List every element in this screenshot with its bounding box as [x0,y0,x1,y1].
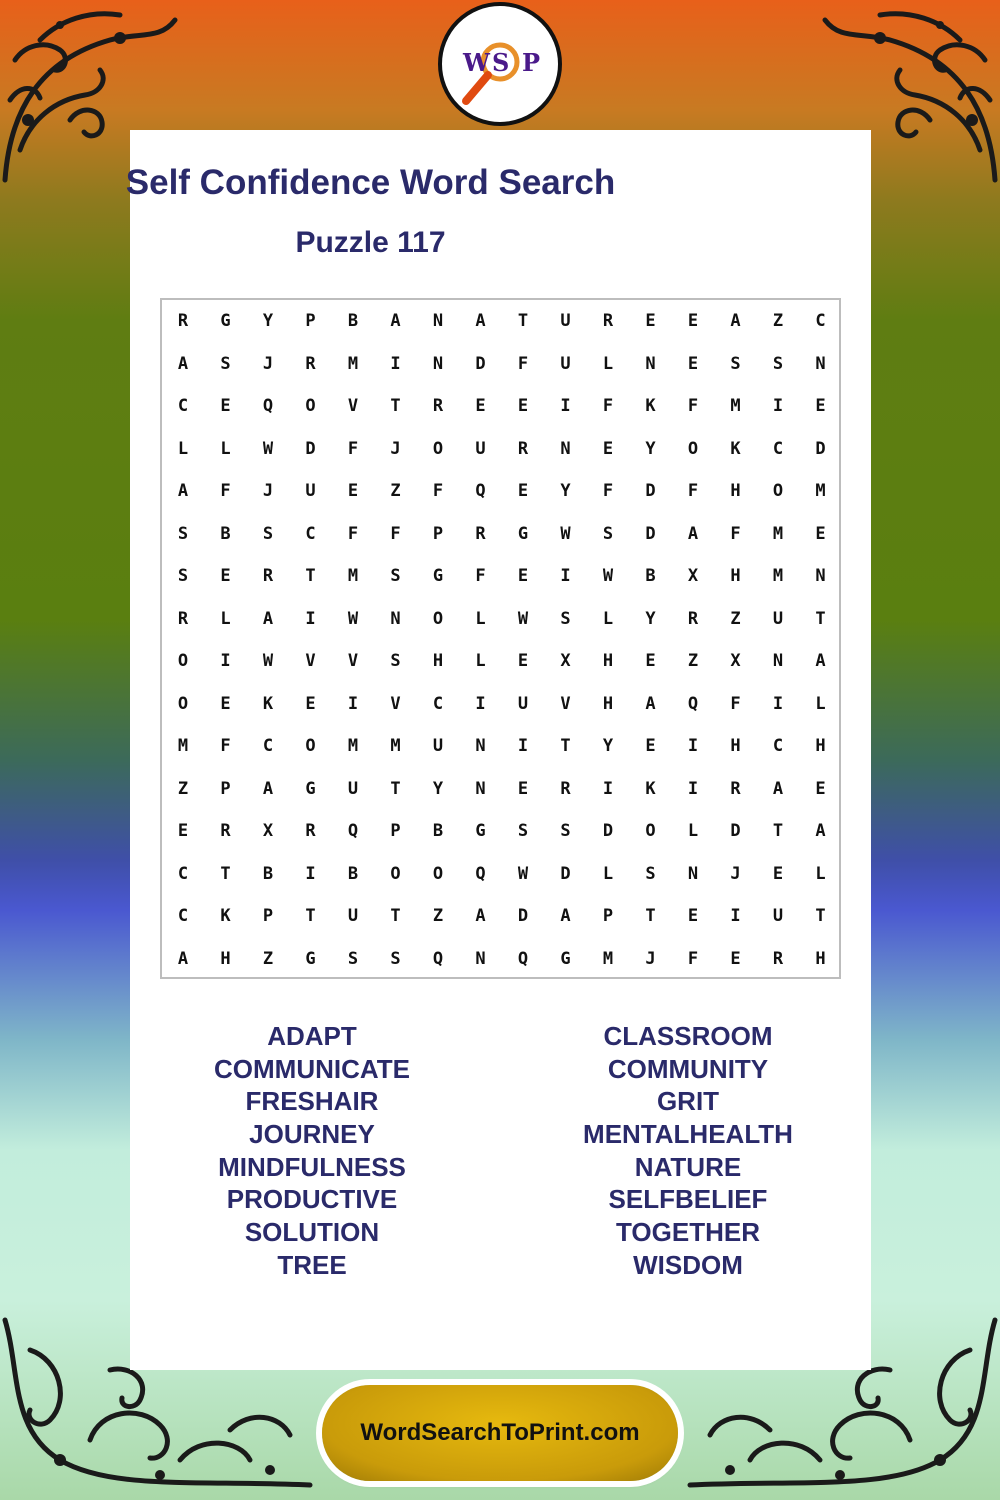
grid-cell[interactable]: M [602,948,614,969]
grid-cell[interactable]: T [390,906,401,926]
grid-cell[interactable]: R [772,948,784,969]
grid-cell[interactable]: O [432,438,444,459]
grid-cell[interactable]: N [815,353,826,374]
grid-cell[interactable]: J [645,948,656,969]
grid-cell[interactable]: M [390,736,401,756]
grid-cell[interactable]: D [517,906,529,926]
word-list-item: NATURE [634,1151,742,1182]
grid-cell[interactable]: B [347,311,359,331]
grid-cell[interactable]: N [432,353,444,374]
grid-cell[interactable]: E [517,566,529,586]
grid-cell[interactable]: N [772,651,784,671]
grid-cell[interactable]: T [305,566,316,586]
grid-cell[interactable]: E [645,736,656,756]
word-list-left [162,1020,462,1282]
grid-cell[interactable]: O [432,608,444,629]
grid-cell[interactable]: E [687,311,699,331]
puzzle-number: Puzzle 117 [295,226,446,259]
grid-cell[interactable]: O [645,821,656,841]
grid-cell[interactable]: U [347,906,359,926]
grid-cell[interactable]: E [730,948,741,969]
grid-cell[interactable]: K [645,778,656,799]
grid-cell[interactable]: T [390,778,401,799]
grid-cell[interactable]: E [517,651,529,671]
grid-cell[interactable]: L [687,821,699,841]
grid-cell[interactable]: I [560,566,571,586]
grid-cell[interactable]: L [602,863,614,884]
grid-cell[interactable]: B [347,863,359,884]
logo-letter-s: S [492,48,510,77]
grid-cell[interactable]: U [305,481,316,501]
grid-cell[interactable]: Q [475,863,486,884]
grid-cell[interactable]: A [177,948,189,969]
grid-cell[interactable]: T [390,396,401,416]
grid-cell[interactable]: O [432,863,444,884]
grid-cell[interactable]: A [262,778,274,799]
grid-cell[interactable]: G [305,948,316,969]
grid-cell[interactable]: V [560,693,571,714]
grid-cell[interactable]: P [432,523,444,544]
grid-cell[interactable]: J [262,353,274,374]
grid-cell[interactable]: F [220,736,231,756]
grid-cell[interactable]: A [815,821,826,841]
grid-cell[interactable]: E [645,311,656,331]
grid-cell[interactable]: Z [262,948,274,969]
grid-cell[interactable]: Z [177,778,189,799]
grid-cell[interactable]: F [390,523,401,544]
grid-cell[interactable]: G [220,311,231,331]
grid-cell[interactable]: Y [432,778,444,799]
grid-cell[interactable]: B [432,821,444,841]
grid-cell[interactable]: N [390,608,401,629]
grid-cell[interactable]: R [475,523,486,544]
word-list-item: WISDOM [633,1249,743,1280]
grid-cell[interactable]: V [390,693,401,714]
grid-cell[interactable]: E [645,651,656,671]
grid-cell[interactable]: Z [390,481,401,501]
grid-cell[interactable]: E [517,396,529,416]
grid-cell[interactable]: S [772,353,784,374]
grid-cell[interactable]: O [177,693,189,714]
letter-grid [160,298,841,979]
grid-cell[interactable]: S [730,353,741,374]
word-list-item: SOLUTION [244,1217,380,1248]
grid-cell[interactable]: E [687,906,699,926]
grid-cell[interactable]: A [390,311,401,331]
grid-cell[interactable]: Y [262,311,274,331]
grid-cell[interactable]: E [475,396,486,416]
grid-cell[interactable]: E [602,438,614,459]
grid-cell[interactable]: A [177,481,189,501]
grid-cell[interactable]: V [347,396,359,416]
grid-cell[interactable]: R [305,353,316,374]
grid-cell[interactable]: N [687,863,699,884]
grid-cell[interactable]: O [305,736,316,756]
grid-cell[interactable]: L [220,608,231,629]
grid-cell[interactable]: T [815,906,826,926]
grid-cell[interactable]: G [517,523,529,544]
grid-cell[interactable]: I [560,396,571,416]
grid-cell[interactable]: S [517,821,529,841]
word-list-item: ADAPT [267,1021,357,1051]
grid-cell[interactable]: A [687,523,699,544]
grid-cell[interactable]: B [262,863,274,884]
grid-cell[interactable]: E [687,353,699,374]
grid-cell[interactable]: I [772,693,784,714]
grid-cell[interactable]: J [262,481,274,501]
grid-cell[interactable]: F [602,396,614,416]
grid-cell[interactable]: D [730,821,741,841]
grid-cell[interactable]: G [305,778,316,799]
word-list-item: JOURNEY [249,1119,375,1150]
grid-cell[interactable]: E [517,778,529,799]
grid-cell[interactable]: F [517,353,529,374]
grid-cell[interactable]: U [560,311,571,331]
grid-cell[interactable]: Z [772,311,784,331]
grid-cell[interactable]: M [730,396,741,416]
word-list-item: CLASSROOM [603,1021,773,1051]
grid-cell[interactable]: Q [262,396,274,416]
grid-cell[interactable]: E [220,693,231,714]
word-list-item: MENTALHEALTH [583,1119,793,1150]
grid-cell[interactable]: P [220,778,231,799]
grid-cell[interactable]: Z [432,906,444,926]
grid-cell[interactable]: W [347,608,359,629]
grid-cell[interactable]: A [730,311,741,331]
grid-cell[interactable]: D [475,353,486,374]
grid-cell[interactable]: F [687,396,699,416]
grid-cell[interactable]: C [177,863,189,884]
grid-cell[interactable]: R [602,311,614,331]
grid-cell[interactable]: B [645,566,656,586]
grid-cell[interactable]: U [772,906,784,926]
grid-cell[interactable]: L [602,608,614,629]
grid-cell[interactable]: N [475,778,486,799]
grid-cell[interactable]: H [730,566,741,586]
grid-cell[interactable]: F [730,693,741,714]
grid-cell[interactable]: C [177,906,189,926]
grid-cell[interactable]: F [687,481,699,501]
grid-cell[interactable]: U [517,693,529,714]
grid-cell[interactable]: V [347,651,359,671]
word-list-item: COMMUNITY [607,1053,769,1084]
grid-cell[interactable]: G [560,948,571,969]
website-label: WordSearchToPrint.com [360,1419,640,1446]
grid-cell[interactable]: I [602,778,614,799]
grid-cell[interactable]: O [772,481,784,501]
grid-cell[interactable]: L [602,353,614,374]
grid-cell[interactable]: C [815,311,826,331]
grid-cell[interactable]: M [347,736,359,756]
grid-cell[interactable]: D [602,821,614,841]
grid-cell[interactable]: I [517,736,529,756]
grid-cell[interactable]: A [177,353,189,374]
word-list-item: FRESHAIR [245,1086,379,1117]
grid-cell[interactable]: E [815,778,826,799]
grid-cell[interactable]: O [305,396,316,416]
grid-cell[interactable]: X [262,821,274,841]
grid-cell[interactable]: A [645,693,656,714]
grid-cell[interactable]: F [347,438,359,459]
grid-cell[interactable]: A [560,906,571,926]
grid-cell[interactable]: N [475,736,486,756]
grid-cell[interactable]: U [560,353,571,374]
grid-cell[interactable]: E [220,566,231,586]
grid-cell[interactable]: I [390,353,401,374]
grid-cell[interactable]: R [560,778,571,799]
word-list-item: PRODUCTIVE [226,1184,398,1215]
grid-cell[interactable]: T [645,906,656,926]
magnifier-icon [442,6,558,122]
grid-cell[interactable]: U [432,736,444,756]
grid-cell[interactable]: O [390,863,401,884]
grid-cell[interactable]: C [177,396,189,416]
grid-cell[interactable]: Q [475,481,486,501]
grid-cell[interactable]: D [560,863,571,884]
grid-cell[interactable]: E [517,481,529,501]
grid-cell[interactable]: T [560,736,571,756]
word-list-item: MINDFULNESS [218,1151,406,1182]
grid-cell[interactable]: W [517,608,529,629]
grid-cell[interactable]: A [262,608,274,629]
grid-cell[interactable]: U [347,778,359,799]
grid-cell[interactable]: X [730,651,741,671]
grid-cell[interactable]: F [730,523,741,544]
grid-cell[interactable]: D [305,438,316,459]
grid-cell[interactable]: U [475,438,486,459]
grid-cell[interactable]: S [645,863,656,884]
grid-cell[interactable]: Q [432,948,444,969]
grid-cell[interactable]: H [432,651,444,671]
grid-cell[interactable]: N [560,438,571,459]
word-list-item: GRIT [656,1086,720,1117]
grid-cell[interactable]: I [687,778,699,799]
grid-cell[interactable]: Z [730,608,741,629]
grid-cell[interactable]: T [305,906,316,926]
grid-cell[interactable]: G [475,821,486,841]
grid-cell[interactable]: R [687,608,699,629]
word-list-item: TOGETHER [616,1217,760,1248]
logo-letter-p: P [522,48,541,77]
grid-cell[interactable]: T [517,311,529,331]
grid-cell[interactable]: Y [560,481,571,501]
grid-cell[interactable]: L [815,693,826,714]
grid-cell[interactable]: H [602,693,614,714]
grid-cell[interactable]: R [220,821,231,841]
grid-cell[interactable]: E [815,523,826,544]
grid-cell[interactable]: Q [517,948,529,969]
grid-cell[interactable]: H [815,736,826,756]
grid-cell[interactable]: K [220,906,231,926]
grid-cell[interactable]: I [220,651,231,671]
grid-cell[interactable]: M [347,566,359,586]
grid-cell[interactable]: S [390,948,401,969]
word-list-item: SELFBELIEF [608,1184,768,1215]
grid-cell[interactable]: I [772,396,784,416]
grid-cell[interactable]: K [645,396,656,416]
grid-cell[interactable]: J [390,438,401,459]
grid-cell[interactable]: S [347,948,359,969]
grid-cell[interactable]: S [602,523,614,544]
grid-cell[interactable]: C [432,693,444,714]
grid-cell[interactable]: P [305,311,316,331]
grid-cell[interactable]: V [305,651,316,671]
grid-cell[interactable]: A [815,651,826,671]
grid-cell[interactable]: E [305,693,316,714]
grid-cell[interactable]: D [645,523,656,544]
grid-cell[interactable]: R [177,608,189,629]
grid-cell[interactable]: F [347,523,359,544]
grid-cell[interactable]: N [432,311,444,331]
grid-cell[interactable]: H [220,948,231,969]
grid-cell[interactable]: R [262,566,274,586]
grid-cell[interactable]: O [687,438,699,459]
grid-cell[interactable]: L [475,608,486,629]
grid-cell[interactable]: S [560,608,571,629]
grid-cell[interactable]: N [475,948,486,969]
grid-cell[interactable]: W [262,438,274,459]
grid-cell[interactable]: L [177,438,189,459]
wsp-logo [438,2,562,126]
grid-cell[interactable]: I [475,693,486,714]
grid-cell[interactable]: M [347,353,359,374]
grid-cell[interactable]: D [645,481,656,501]
grid-cell[interactable]: S [220,353,231,374]
grid-cell[interactable]: S [390,566,401,586]
grid-cell[interactable]: H [815,948,826,969]
grid-cell[interactable]: Z [687,651,699,671]
grid-cell[interactable]: H [730,481,741,501]
grid-cell[interactable]: P [262,906,274,926]
grid-cell[interactable]: I [687,736,699,756]
grid-cell[interactable]: R [730,778,741,799]
grid-cell[interactable]: L [815,863,826,884]
grid-cell[interactable]: P [390,821,401,841]
grid-cell[interactable]: C [262,736,274,756]
word-list-right [538,1020,838,1282]
grid-cell[interactable]: P [602,906,614,926]
grid-cell[interactable]: M [177,736,189,756]
grid-cell[interactable]: I [730,906,741,926]
website-badge[interactable] [322,1385,678,1481]
grid-cell[interactable]: F [602,481,614,501]
grid-cell[interactable]: S [390,651,401,671]
grid-cell[interactable]: L [475,651,486,671]
grid-cell[interactable]: S [177,523,189,544]
grid-cell[interactable]: Q [347,821,359,841]
grid-cell[interactable]: Y [645,608,656,629]
grid-cell[interactable]: R [432,396,444,416]
grid-cell[interactable]: W [602,566,614,586]
grid-cell[interactable]: D [815,438,826,459]
grid-cell[interactable]: G [432,566,444,586]
grid-cell[interactable]: Y [645,438,656,459]
grid-cell[interactable]: M [772,523,784,544]
grid-cell[interactable]: C [772,438,784,459]
puzzle-title: Self Confidence Word Search [125,163,616,202]
grid-cell[interactable]: U [772,608,784,629]
grid-cell[interactable]: L [220,438,231,459]
grid-cell[interactable]: W [262,651,274,671]
grid-cell[interactable]: T [220,863,231,884]
grid-cell[interactable]: W [560,523,571,544]
grid-cell[interactable]: X [687,566,699,586]
grid-cell[interactable]: M [815,481,826,501]
grid-cell[interactable]: A [772,778,784,799]
grid-cell[interactable]: K [262,693,274,714]
grid-cell[interactable]: C [772,736,784,756]
word-list-item: TREE [277,1249,347,1280]
grid-cell[interactable]: R [177,311,189,331]
grid-cell[interactable]: K [730,438,741,459]
grid-cell[interactable]: E [177,821,189,841]
grid-cell[interactable]: T [815,608,826,629]
grid-cell[interactable]: O [177,651,189,671]
grid-cell[interactable]: S [560,821,571,841]
word-list-item: COMMUNICATE [214,1053,410,1084]
grid-cell[interactable]: Q [687,693,699,714]
grid-cell[interactable]: F [687,948,699,969]
grid-cell[interactable]: B [220,523,231,544]
logo-letter-w: W [463,48,490,77]
grid-cell[interactable]: N [815,566,826,586]
grid-cell[interactable]: F [475,566,486,586]
grid-cell[interactable]: S [262,523,274,544]
grid-cell[interactable]: R [517,438,529,459]
grid-cell[interactable]: R [305,821,316,841]
grid-cell[interactable]: E [772,863,784,884]
grid-cell[interactable]: N [645,353,656,374]
grid-cell[interactable]: F [220,481,231,501]
grid-cell[interactable]: I [347,693,359,714]
grid-cell[interactable]: Y [602,736,614,756]
grid-cell[interactable]: F [432,481,444,501]
grid-cell[interactable]: X [560,651,571,671]
grid-cell[interactable]: H [602,651,614,671]
grid-cell[interactable]: C [305,523,316,544]
grid-cell[interactable]: M [772,566,784,586]
grid-cell[interactable]: J [730,863,741,884]
grid-cell[interactable]: I [305,608,316,629]
grid-cell[interactable]: A [475,906,486,926]
grid-cell[interactable]: E [347,481,359,501]
grid-cell[interactable]: W [517,863,529,884]
grid-cell[interactable]: A [475,311,486,331]
grid-cell[interactable]: S [177,566,189,586]
grid-cell[interactable]: I [305,863,316,884]
grid-cell[interactable]: T [772,821,784,841]
grid-cell[interactable]: E [815,396,826,416]
grid-cell[interactable]: E [220,396,231,416]
grid-cell[interactable]: H [730,736,741,756]
